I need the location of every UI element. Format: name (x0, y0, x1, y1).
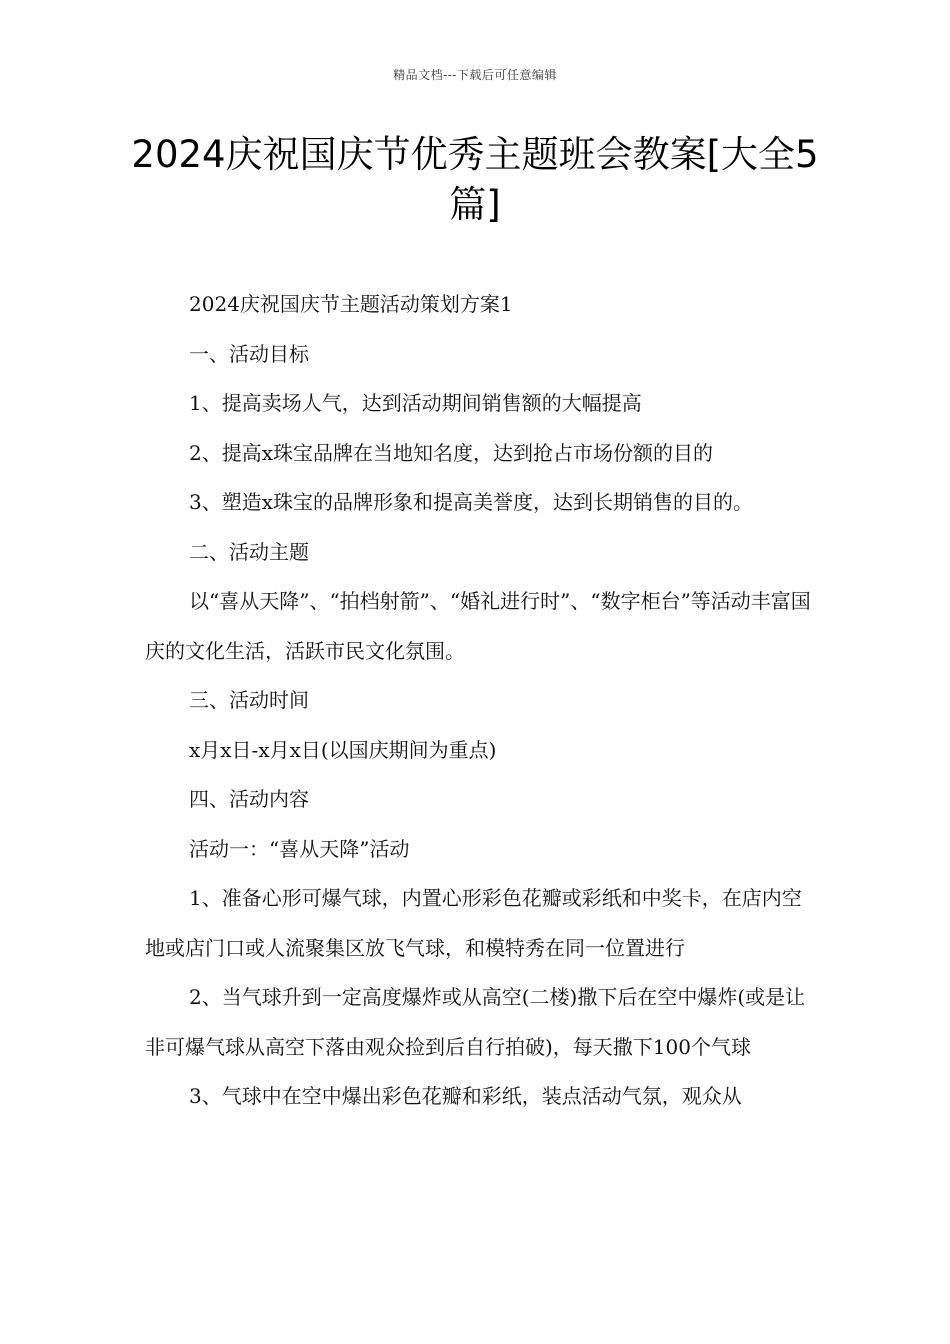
document-body (145, 280, 815, 1122)
document-title: 2024庆祝国庆节优秀主题班会教案[大全5篇] (131, 133, 819, 226)
paragraph: 2、当气球升到一定高度爆炸或从高空(二楼)撒下后在空中爆炸(或是让非可爆气球从高空下落由观众捡到后自行拍破)，每天撒下100个气球 (145, 985, 806, 1059)
paragraph: x月x日-x月x日(以国庆期间为重点) (189, 737, 497, 762)
paragraph: 3、塑造x珠宝的品牌形象和提高美誉度，达到长期销售的目的。 (189, 490, 754, 514)
paragraph: 1、提高卖场人气，达到活动期间销售额的大幅提高 (189, 391, 642, 415)
section-heading: 四、活动内容 (189, 787, 309, 811)
header-note: 精品文档---下载后可任意编辑 (393, 68, 557, 82)
paragraph: 2024庆祝国庆节主题活动策划方案1 (189, 292, 513, 316)
section-heading: 三、活动时间 (189, 688, 309, 712)
section-heading: 一、活动目标 (189, 341, 309, 366)
paragraph: 1、准备心形可爆气球，内置心形彩色花瓣或彩纸和中奖卡，在店内空地或店门口或人流聚集区放飞气球，和模特秀在同一位置进行 (145, 886, 802, 960)
paragraph: 3、气球中在空中爆出彩色花瓣和彩纸，装点活动气氛，观众从 (189, 1084, 742, 1108)
paragraph: 以“喜从天降”、“拍档射箭”、“婚礼进行时”、“数字柜台”等活动丰富国庆的文化生活，活跃市民文化氛围。 (145, 589, 811, 663)
paragraph: 活动一：“喜从天降”活动 (189, 836, 410, 861)
paragraph: 2、提高x珠宝品牌在当地知名度，达到抢占市场份额的目的 (189, 440, 714, 465)
section-heading: 二、活动主题 (189, 539, 309, 564)
